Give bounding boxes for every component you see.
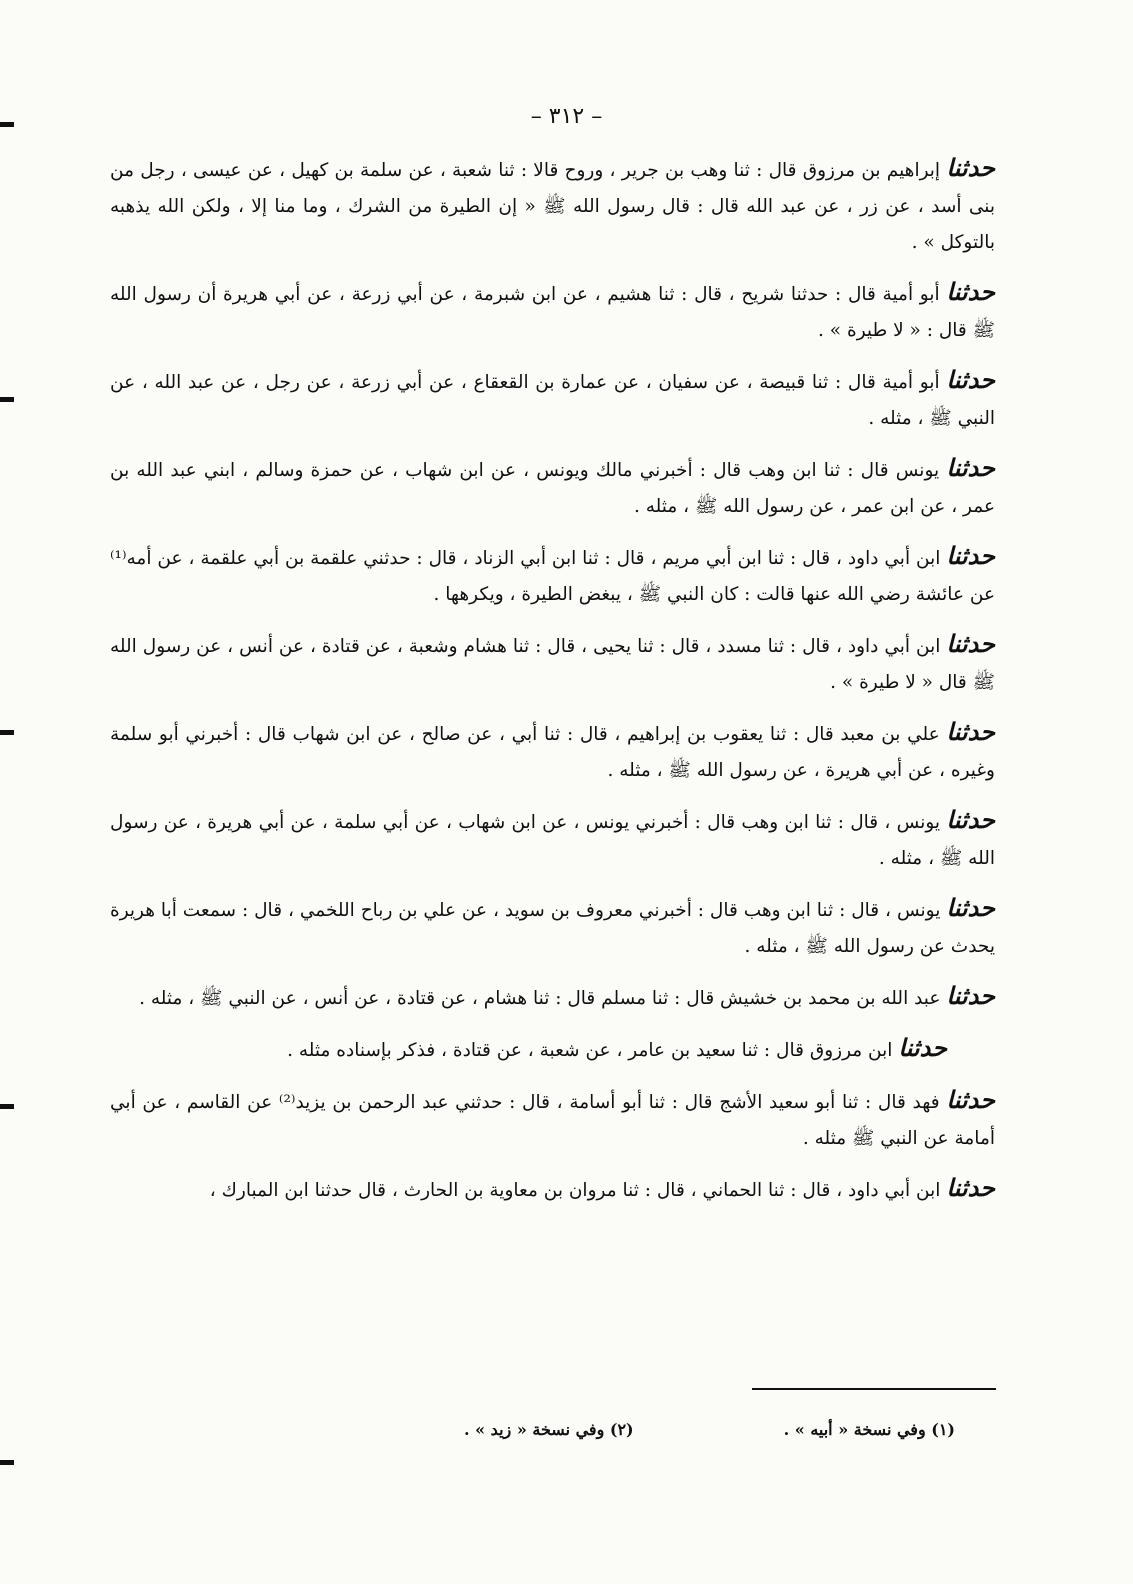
paragraph-text: ابن مرزوق قال : ثنا سعيد بن عامر ، عن شعبة ، عن قتادة ، فذكر بإسناده مثله . bbox=[287, 1040, 893, 1061]
main-text bbox=[110, 150, 995, 1222]
paragraph-text: يونس ، قال : ثنا ابن وهب قال : أخبرني يونس ، عن ابن شهاب ، عن أبي سلمة ، عن أبي هريرة ، عن رسول الله ﷺ ، مثله . bbox=[110, 812, 995, 869]
scan-edge-mark bbox=[0, 1460, 14, 1465]
footnote-separator bbox=[752, 1388, 996, 1390]
paragraph-keyword: حدثنا bbox=[946, 365, 995, 394]
page-number: – ٣١٢ – bbox=[530, 104, 603, 129]
footnote-2: (٢) وفي نسخة « زيد » . bbox=[463, 1420, 634, 1439]
hadith-paragraph bbox=[110, 802, 995, 877]
paragraph-keyword: حدثنا bbox=[946, 277, 995, 306]
paragraph-text: عبد الله بن محمد بن خشيش قال : ثنا مسلم قال : ثنا هشام ، عن قتادة ، عن أنس ، عن النبي ﷺ ، مثله . bbox=[139, 988, 941, 1009]
paragraph-keyword: حدثنا bbox=[946, 981, 995, 1010]
hadith-paragraph bbox=[110, 1170, 995, 1209]
paragraph-text: فهد قال : ثنا أبو سعيد الأشج قال : ثنا أبو أسامة ، قال : حدثني عبد الرحمن بن يزيد⁽²⁾ عن القاسم ، عن أبي أمامة عن النبي ﷺ مثله . bbox=[110, 1092, 995, 1149]
paragraph-text: ابن أبي داود ، قال : ثنا الحماني ، قال : ثنا مروان بن معاوية بن الحارث ، قال حدثنا ابن المبارك ، bbox=[209, 1180, 941, 1201]
paragraph-text: إبراهيم بن مرزوق قال : ثنا وهب بن جرير ، وروح قالا : ثنا شعبة ، عن سلمة بن كهيل ، عن عيسى ، رجل من بنى أسد ، عن زر ، عن عبد الله قال : قال رسول الله ﷺ « إن الطيرة من الشرك ، وما منا إلا ، ولكن الله يذهبه بالتوكل » . bbox=[110, 160, 995, 253]
hadith-paragraph bbox=[110, 274, 995, 349]
paragraph-keyword: حدثنا bbox=[946, 805, 995, 834]
hadith-paragraph bbox=[110, 978, 995, 1017]
paragraph-keyword: حدثنا bbox=[898, 1033, 947, 1062]
paragraph-text: أبو أمية قال : حدثنا شريح ، قال : ثنا هشيم ، عن ابن شبرمة ، عن أبي زرعة ، عن أبي هريرة أن رسول الله ﷺ قال : « لا طيرة » . bbox=[110, 284, 995, 341]
hadith-paragraph bbox=[110, 362, 995, 437]
paragraph-keyword: حدثنا bbox=[946, 453, 995, 482]
paragraph-keyword: حدثنا bbox=[946, 541, 995, 570]
paragraph-text: يونس قال : ثنا ابن وهب قال : أخبرني مالك ويونس ، عن ابن شهاب ، عن حمزة وسالم ، ابني عبد الله بن عمر ، عن ابن عمر ، عن رسول الله ﷺ ، مثله . bbox=[110, 460, 995, 517]
footnotes bbox=[110, 1420, 955, 1439]
hadith-paragraph bbox=[110, 890, 995, 965]
hadith-paragraph bbox=[110, 1082, 995, 1157]
hadith-paragraph bbox=[110, 714, 995, 789]
paragraph-text: علي بن معبد قال : ثنا يعقوب بن إبراهيم ، قال : ثنا أبي ، عن صالح ، عن ابن شهاب قال : أخبرني أبو سلمة وغيره ، عن أبي هريرة ، عن رسول الله ﷺ ، مثله . bbox=[110, 724, 995, 781]
paragraph-keyword: حدثنا bbox=[946, 1173, 995, 1202]
scan-edge-mark bbox=[0, 1104, 14, 1109]
hadith-paragraph bbox=[110, 1030, 995, 1069]
paragraph-text: ابن أبي داود ، قال : ثنا ابن أبي مريم ، قال : ثنا ابن أبي الزناد ، قال : حدثني علقمة بن أبي علقمة ، عن أمه⁽¹⁾ عن عائشة رضي الله عنها قالت : كان النبي ﷺ ، يبغض الطيرة ، ويكرهها . bbox=[110, 548, 995, 605]
paragraph-text: يونس ، قال : ثنا ابن وهب قال : أخبرني معروف بن سويد ، عن علي بن رباح اللخمي ، قال : سمعت أبا هريرة يحدث عن رسول الله ﷺ ، مثله . bbox=[110, 900, 995, 957]
hadith-paragraph bbox=[110, 450, 995, 525]
paragraph-keyword: حدثنا bbox=[946, 893, 995, 922]
paragraph-text: ابن أبي داود ، قال : ثنا مسدد ، قال : ثنا يحيى ، قال : ثنا هشام وشعبة ، عن قتادة ، عن أنس ، عن رسول الله ﷺ قال « لا طيرة » . bbox=[110, 636, 995, 693]
scan-edge-mark bbox=[0, 397, 14, 402]
paragraph-keyword: حدثنا bbox=[946, 1085, 995, 1114]
hadith-paragraph bbox=[110, 538, 995, 613]
paragraph-keyword: حدثنا bbox=[946, 153, 995, 182]
paragraph-keyword: حدثنا bbox=[946, 629, 995, 658]
paragraph-text: أبو أمية قال : ثنا قبيصة ، عن سفيان ، عن عمارة بن القعقاع ، عن أبي زرعة ، عن رجل ، عن عبد الله ، عن النبي ﷺ ، مثله . bbox=[110, 372, 995, 429]
hadith-paragraph bbox=[110, 626, 995, 701]
hadith-paragraph bbox=[110, 150, 995, 261]
scan-edge-mark bbox=[0, 730, 14, 735]
paragraph-keyword: حدثنا bbox=[946, 717, 995, 746]
footnote-1: (١) وفي نسخة « أبيه » . bbox=[783, 1420, 955, 1439]
